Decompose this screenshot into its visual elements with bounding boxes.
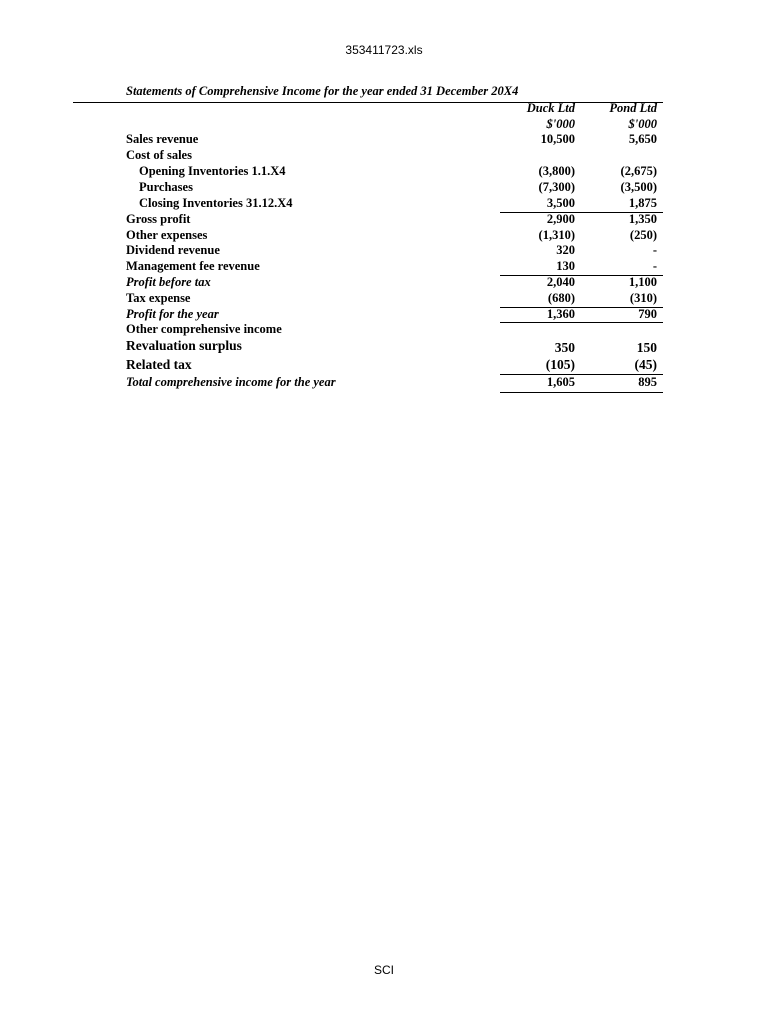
cell-pond: 5,650 [628, 132, 657, 146]
cell-duck: 3,500 [546, 196, 575, 210]
table-row-profit-before-tax [0, 275, 768, 291]
table-row-other-expenses [0, 228, 768, 244]
cell-duck: 1,360 [546, 307, 575, 321]
cell-duck: (7,300) [538, 180, 575, 194]
row-label: Tax expense [126, 291, 191, 305]
cell-duck: (1,310) [538, 228, 575, 242]
cell-duck: 10,500 [540, 132, 575, 146]
column-units-row [0, 117, 768, 133]
cell-duck: 130 [556, 259, 575, 273]
table-row-tax-expense [0, 291, 768, 307]
cell-duck: (105) [545, 357, 575, 372]
column-units-pond: $'000 [628, 117, 657, 131]
row-label: Related tax [126, 357, 192, 372]
table-row-gross-profit [0, 212, 768, 228]
cell-pond: 150 [636, 340, 657, 355]
table-row-purchases [0, 180, 768, 196]
page-footer-sheet-name: SCI [373, 963, 394, 977]
cell-pond: (250) [629, 228, 657, 242]
cell-duck: 1,605 [546, 375, 575, 389]
cell-pond: 1,350 [628, 212, 657, 226]
cell-pond: (310) [629, 291, 657, 305]
cell-pond: 895 [638, 375, 657, 389]
cell-pond: - [652, 259, 657, 273]
row-label: Other expenses [126, 228, 208, 242]
row-label: Other comprehensive income [126, 322, 282, 336]
column-header-row [0, 101, 768, 117]
cell-pond: - [652, 243, 657, 257]
row-label: Closing Inventories 31.12.X4 [139, 196, 293, 210]
column-header-pond: Pond Ltd [609, 101, 657, 115]
row-label: Sales revenue [126, 132, 199, 146]
row-label: Management fee revenue [126, 259, 260, 273]
table-row-profit-for-the-year [0, 307, 768, 323]
cell-pond: (2,675) [620, 164, 657, 178]
table-row-total-comprehensive-income [0, 375, 768, 391]
table-row-management-fee-revenue [0, 259, 768, 275]
cell-duck: 320 [556, 243, 575, 257]
column-header-duck: Duck Ltd [526, 101, 575, 115]
table-row-other-comprehensive-income [0, 322, 768, 338]
row-label: Profit before tax [126, 275, 211, 289]
row-label: Opening Inventories 1.1.X4 [139, 164, 286, 178]
table-row-cost-of-sales [0, 148, 768, 164]
row-label: Cost of sales [126, 148, 192, 162]
row-label: Profit for the year [126, 307, 219, 321]
cell-pond: 1,875 [628, 196, 657, 210]
cell-pond: (3,500) [620, 180, 657, 194]
cell-pond: 1,100 [628, 275, 657, 289]
row-label: Revaluation surplus [126, 338, 242, 353]
cell-pond: 790 [638, 307, 657, 321]
cell-duck: (680) [547, 291, 575, 305]
cell-duck: 350 [554, 340, 575, 355]
table-row-opening-inventories [0, 164, 768, 180]
table-row-sales-revenue [0, 132, 768, 148]
statement-title: Statements of Comprehensive Income for the year ended 31 December 20X4 [126, 84, 519, 98]
total-rule [500, 392, 663, 393]
column-units-duck: $'000 [546, 117, 575, 131]
row-label: Dividend revenue [126, 243, 220, 257]
row-label: Gross profit [126, 212, 191, 226]
table-row-closing-inventories [0, 196, 768, 212]
row-label: Total comprehensive income for the year [126, 375, 336, 389]
cell-pond: (45) [634, 357, 657, 372]
row-label: Purchases [139, 180, 193, 194]
table-row-revaluation-surplus [0, 338, 768, 354]
cell-duck: 2,040 [546, 275, 575, 289]
table-row-dividend-revenue [0, 243, 768, 259]
page-header-filename: 353411723.xls [345, 43, 423, 57]
cell-duck: (3,800) [538, 164, 575, 178]
cell-duck: 2,900 [546, 212, 575, 226]
table-row-related-tax [0, 357, 768, 373]
